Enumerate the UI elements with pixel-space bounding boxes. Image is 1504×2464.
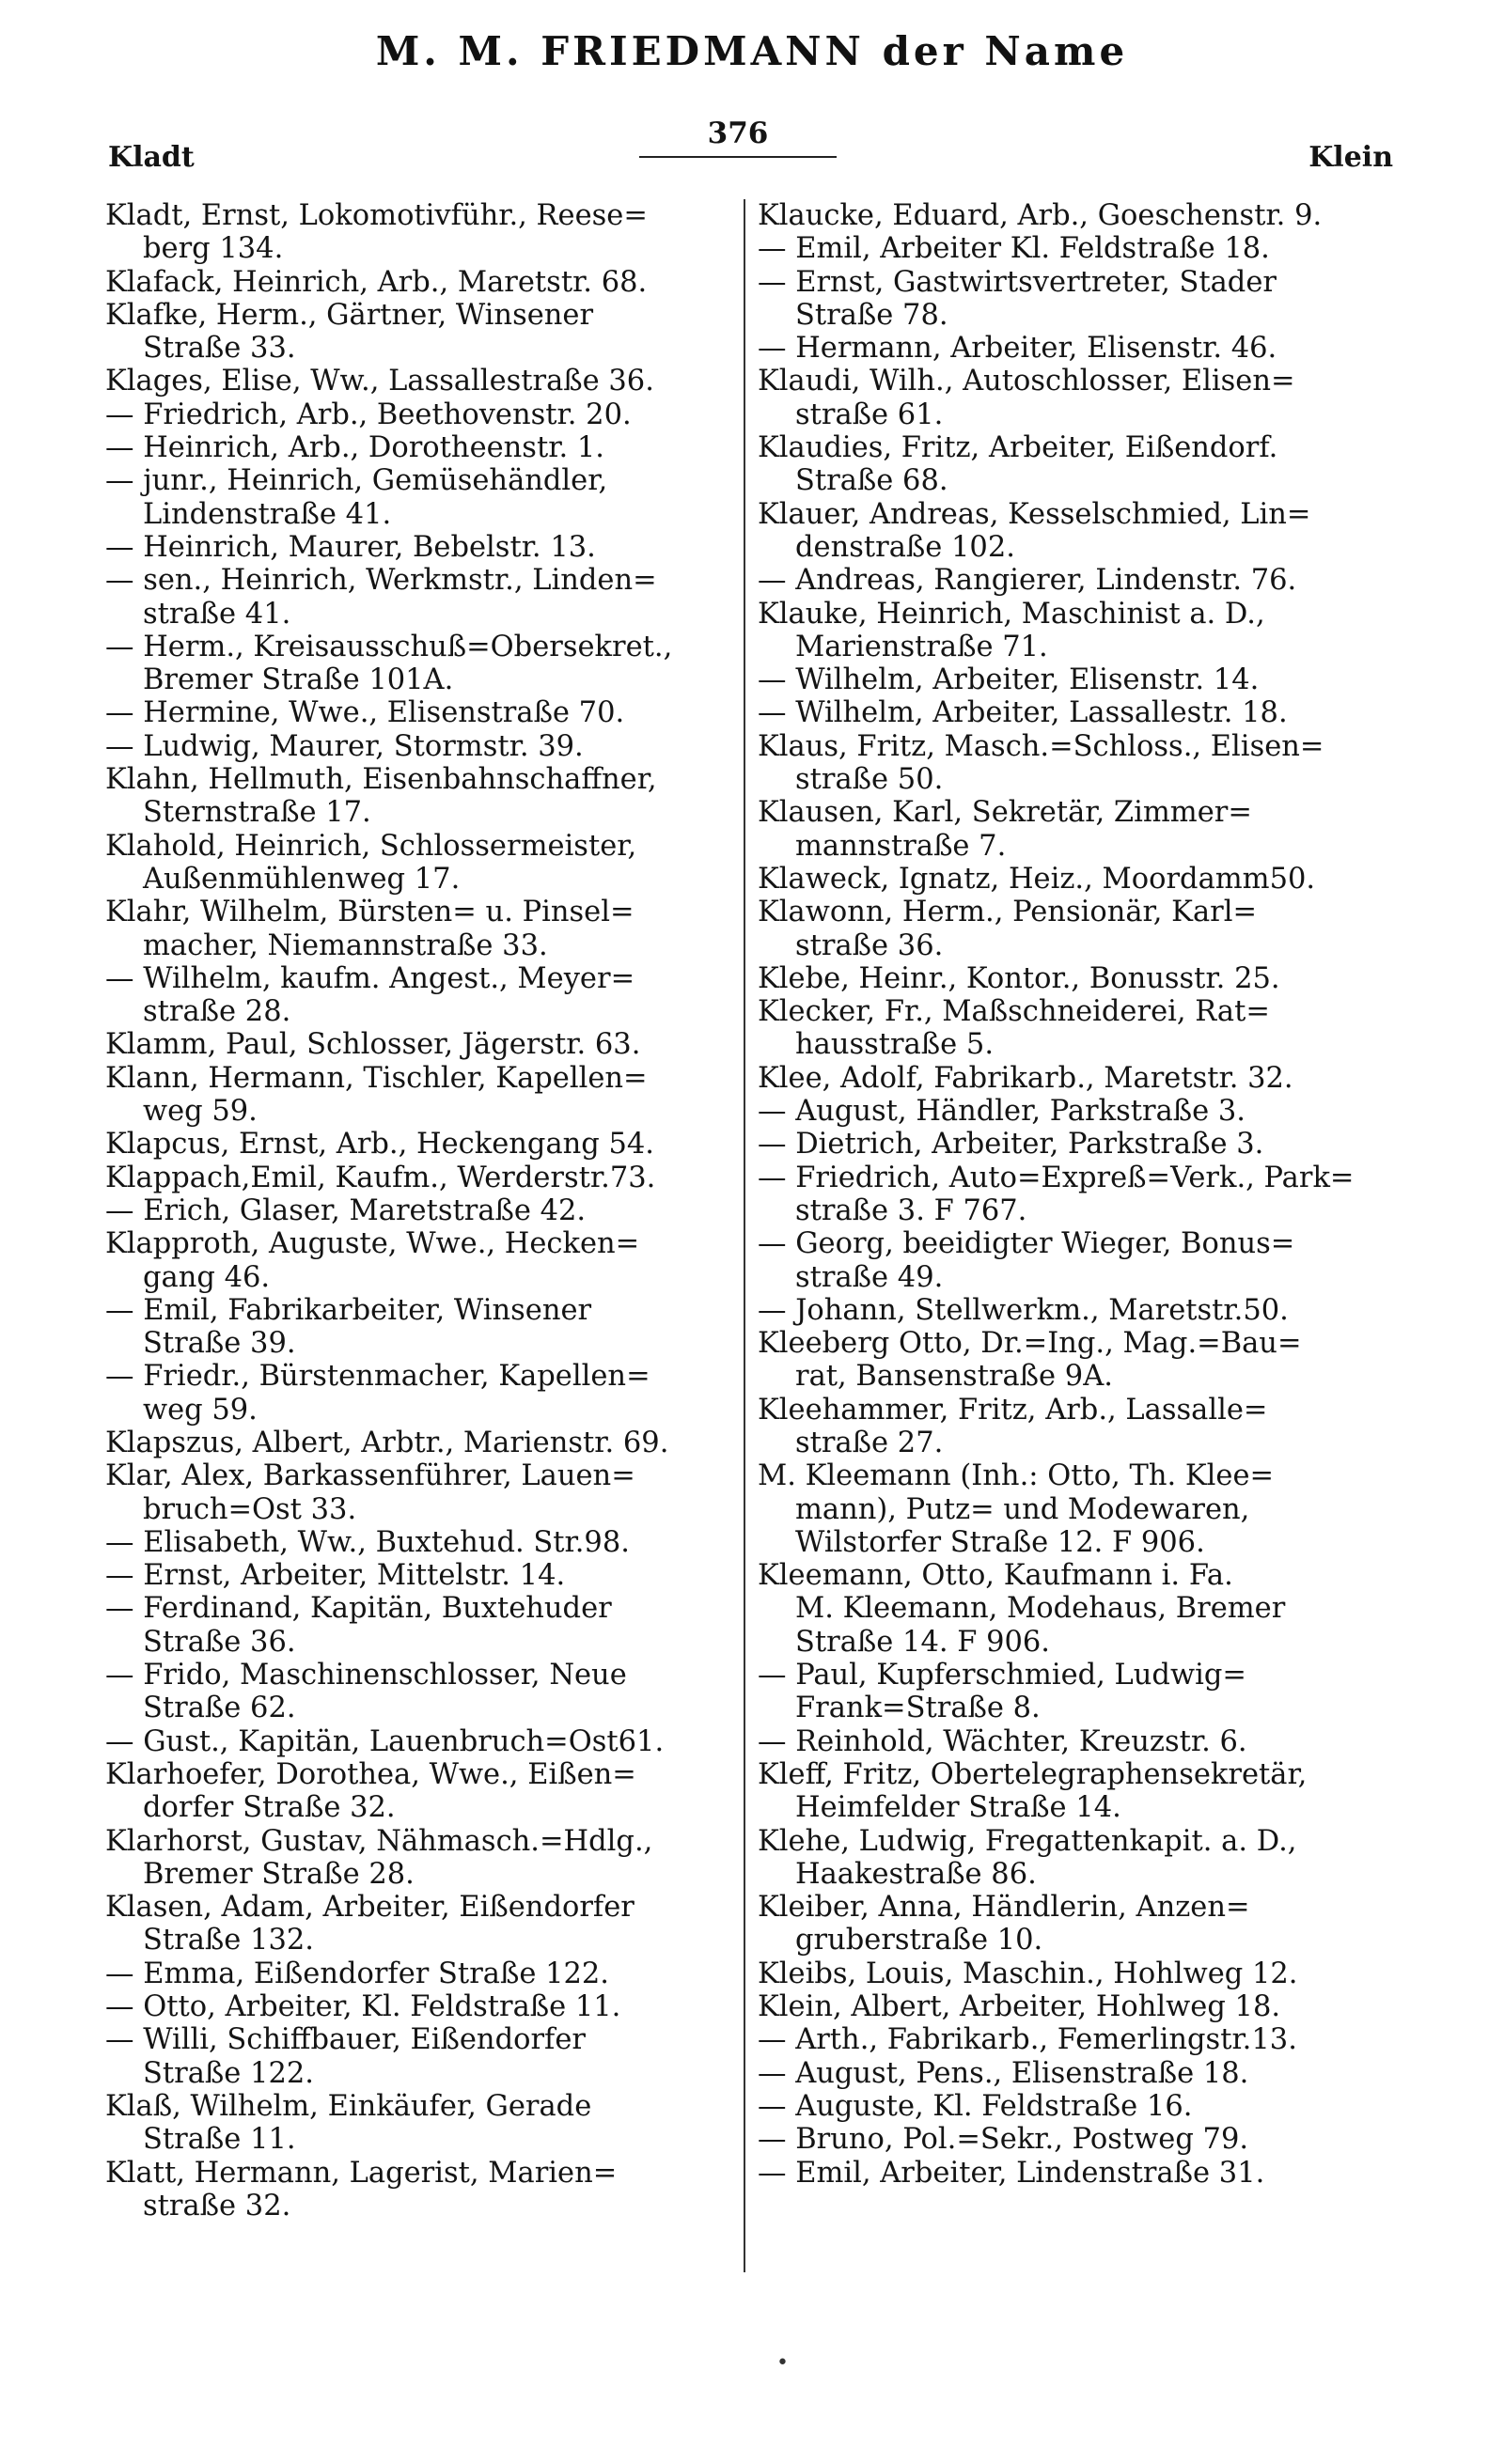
directory-line: — Heinrich, Maurer, Bebelstr. 13. [105,530,596,564]
directory-line: straße 50. [795,763,944,797]
directory-line: Straße 11. [143,2123,296,2157]
directory-line: M. Kleemann (Inh.: Otto, Th. Klee= [758,1459,1275,1493]
directory-line: Straße 36. [143,1625,296,1659]
directory-line: M. Kleemann, Modehaus, Bremer [795,1592,1286,1626]
directory-line: Wilstorfer Straße 12. F 906. [795,1525,1205,1559]
directory-line: Klappach,Emil, Kaufm., Werderstr.73. [105,1161,656,1194]
directory-line: rat, Bansenstraße 9A. [795,1360,1113,1394]
directory-line: Klapcus, Ernst, Arb., Heckengang 54. [105,1128,654,1162]
directory-line: — Elisabeth, Ww., Buxtehud. Str.98. [105,1525,630,1559]
directory-line: — August, Pens., Elisenstraße 18. [758,2056,1249,2090]
directory-line: Klahr, Wilhelm, Bürsten= u. Pinsel= [105,896,634,929]
directory-line: Klafke, Herm., Gärtner, Winsener [105,298,594,332]
directory-line: Klapproth, Auguste, Wwe., Hecken= [105,1227,640,1261]
directory-line: — Hermine, Wwe., Elisenstraße 70. [105,696,625,730]
directory-line: — Bruno, Pol.=Sekr., Postweg 79. [758,2123,1249,2157]
directory-line: Klamm, Paul, Schlosser, Jägerstr. 63. [105,1028,641,1062]
directory-line: Bremer Straße 28. [143,1857,415,1891]
directory-line: — Hermann, Arbeiter, Elisenstr. 46. [758,332,1277,366]
column-divider [744,199,745,2272]
directory-line: Klauer, Andreas, Kesselschmied, Lin= [758,497,1311,531]
directory-line: Kladt, Ernst, Lokomotivführ., Reese= [105,199,648,232]
directory-line: straße 27. [795,1426,944,1459]
directory-line: — Herm., Kreisausschuß=Obersekret., [105,630,673,663]
directory-line: hausstraße 5. [795,1028,995,1062]
directory-line: — Friedr., Bürstenmacher, Kapellen= [105,1360,650,1394]
directory-line: Sternstraße 17. [143,796,371,830]
directory-line: — Johann, Stellwerkm., Maretstr.50. [758,1293,1289,1327]
directory-line: — sen., Heinrich, Werkmstr., Linden= [105,564,657,598]
directory-line: Klaudies, Fritz, Arbeiter, Eißendorf. [758,431,1278,465]
directory-line: — Ernst, Arbeiter, Mittelstr. 14. [105,1559,566,1593]
directory-line: Klahn, Hellmuth, Eisenbahnschaffner, [105,763,657,797]
directory-line: Bremer Straße 101A. [143,663,454,697]
publisher-banner: M. M. FRIEDMANN der Name [375,28,1129,74]
directory-line: straße 49. [795,1260,944,1294]
directory-line: — Arth., Fabrikarb., Femerlingstr.13. [758,2023,1297,2057]
directory-line: Kleiber, Anna, Händlerin, Anzen= [758,1891,1250,1925]
directory-line: — Emil, Arbeiter Kl. Feldstraße 18. [758,232,1270,266]
directory-line: straße 32. [143,2189,291,2222]
directory-line: dorfer Straße 32. [143,1791,396,1825]
directory-line: Straße 68. [795,464,948,498]
directory-line: Klehe, Ludwig, Fregattenkapit. a. D., [758,1824,1297,1858]
directory-line: — Ferdinand, Kapitän, Buxtehuder [105,1592,612,1626]
directory-line: — Auguste, Kl. Feldstraße 16. [758,2089,1193,2123]
directory-line: Klann, Hermann, Tischler, Kapellen= [105,1061,648,1095]
directory-line: Straße 14. F 906. [795,1625,1051,1659]
directory-line: — Willi, Schiffbauer, Eißendorfer [105,2023,586,2057]
directory-line: Straße 122. [143,2056,314,2090]
directory-line: — Wilhelm, Arbeiter, Lassallestr. 18. [758,696,1288,730]
directory-line: — Georg, beeidigter Wieger, Bonus= [758,1227,1295,1261]
directory-line: weg 59. [143,1393,258,1427]
directory-line: Klausen, Karl, Sekretär, Zimmer= [758,796,1252,830]
directory-line: Außenmühlenweg 17. [143,862,461,896]
directory-line: Klahold, Heinrich, Schlossermeister, [105,829,637,863]
directory-line: Klatt, Hermann, Lagerist, Marien= [105,2156,618,2190]
directory-line: — junr., Heinrich, Gemüsehändler, [105,464,608,498]
directory-line: Straße 78. [795,298,948,332]
directory-line: Klein, Albert, Arbeiter, Hohlweg 18. [758,1990,1281,2024]
directory-line: bruch=Ost 33. [143,1492,357,1526]
directory-line: — Emma, Eißendorfer Straße 122. [105,1957,609,1990]
directory-line: Klarhorst, Gustav, Nähmasch.=Hdlg., [105,1824,653,1858]
directory-line: — Paul, Kupferschmied, Ludwig= [758,1659,1246,1692]
directory-line: — Wilhelm, kaufm. Angest., Meyer= [105,961,635,995]
directory-line: Klapszus, Albert, Arbtr., Marienstr. 69. [105,1426,669,1459]
directory-line: Klee, Adolf, Fabrikarb., Maretstr. 32. [758,1061,1293,1095]
directory-line: Kleemann, Otto, Kaufmann i. Fa. [758,1559,1233,1593]
directory-line: Klarhoefer, Dorothea, Wwe., Eißen= [105,1757,636,1791]
directory-line: macher, Niemannstraße 33. [143,928,548,962]
directory-column-right [758,199,1399,2190]
directory-line: — August, Händler, Parkstraße 3. [758,1095,1246,1129]
directory-line: Haakestraße 86. [795,1857,1037,1891]
directory-line: Straße 62. [143,1692,296,1725]
directory-line: Marienstraße 71. [795,630,1048,663]
directory-line: Klar, Alex, Barkassenführer, Lauen= [105,1459,635,1493]
directory-line: mannstraße 7. [795,829,1007,863]
directory-line: Klaweck, Ignatz, Heiz., Moordamm50. [758,862,1316,896]
directory-line: Kleeberg Otto, Dr.=Ing., Mag.=Bau= [758,1327,1302,1361]
directory-line: Kleehammer, Fritz, Arb., Lassalle= [758,1393,1268,1427]
directory-line: Klaus, Fritz, Masch.=Schloss., Elisen= [758,729,1324,763]
directory-line: berg 134. [143,232,284,266]
directory-line: — Andreas, Rangierer, Lindenstr. 76. [758,564,1297,598]
footer-mark: • [776,2351,789,2375]
directory-column-left [105,199,746,2222]
running-head-right: Klein [1308,141,1393,174]
directory-line: — Heinrich, Arb., Dorotheenstr. 1. [105,431,604,465]
directory-line: Klaucke, Eduard, Arb., Goeschenstr. 9. [758,199,1323,232]
directory-line: — Ludwig, Maurer, Stormstr. 39. [105,729,584,763]
directory-line: — Erich, Glaser, Maretstraße 42. [105,1193,587,1227]
directory-line: denstraße 102. [795,530,1015,564]
directory-line: Straße 132. [143,1924,314,1957]
directory-line: — Frido, Maschinenschlosser, Neue [105,1659,627,1692]
directory-line: — Wilhelm, Arbeiter, Elisenstr. 14. [758,663,1260,697]
directory-line: straße 41. [143,597,291,631]
directory-line: Klauke, Heinrich, Maschinist a. D., [758,597,1265,631]
directory-line: gang 46. [143,1260,271,1294]
directory-line: Klafack, Heinrich, Arb., Maretstr. 68. [105,265,648,299]
directory-line: — Otto, Arbeiter, Kl. Feldstraße 11. [105,1990,621,2024]
directory-line: straße 3. F 767. [795,1193,1027,1227]
directory-line: Kleibs, Louis, Maschin., Hohlweg 12. [758,1957,1298,1990]
directory-line: Klaß, Wilhelm, Einkäufer, Gerade [105,2089,592,2123]
directory-line: straße 36. [795,928,944,962]
directory-line: straße 61. [795,398,944,431]
directory-line: — Emil, Fabrikarbeiter, Winsener [105,1293,592,1327]
directory-line: — Reinhold, Wächter, Kreuzstr. 6. [758,1724,1247,1758]
directory-line: — Friedrich, Arb., Beethovenstr. 20. [105,398,632,431]
running-head-left: Kladt [108,141,195,174]
directory-line: — Dietrich, Arbeiter, Parkstraße 3. [758,1128,1264,1162]
directory-line: Klecker, Fr., Maßschneiderei, Rat= [758,995,1270,1029]
directory-line: Klawonn, Herm., Pensionär, Karl= [758,896,1258,929]
directory-line: Klasen, Adam, Arbeiter, Eißendorfer [105,1891,634,1925]
directory-line: weg 59. [143,1095,258,1129]
page-number: 376 [639,117,837,158]
directory-line: — Emil, Arbeiter, Lindenstraße 31. [758,2156,1265,2190]
directory-line: Kleff, Fritz, Obertelegraphensekretär, [758,1757,1308,1791]
directory-line: — Gust., Kapitän, Lauenbruch=Ost61. [105,1724,665,1758]
directory-line: mann), Putz= und Modewaren, [795,1492,1250,1526]
directory-line: Klaudi, Wilh., Autoschlosser, Elisen= [758,365,1295,398]
directory-line: Klebe, Heinr., Kontor., Bonusstr. 25. [758,961,1280,995]
directory-line: Lindenstraße 41. [143,497,392,531]
directory-line: — Ernst, Gastwirtsvertreter, Stader [758,265,1277,299]
directory-line: straße 28. [143,995,291,1029]
directory-line: Straße 33. [143,332,296,366]
directory-line: Heimfelder Straße 14. [795,1791,1121,1825]
directory-line: gruberstraße 10. [795,1924,1043,1957]
directory-line: Straße 39. [143,1327,296,1361]
directory-line: — Friedrich, Auto=Expreß=Verk., Park= [758,1161,1355,1194]
directory-line: Klages, Elise, Ww., Lassallestraße 36. [105,365,654,398]
directory-line: Frank=Straße 8. [795,1692,1041,1725]
